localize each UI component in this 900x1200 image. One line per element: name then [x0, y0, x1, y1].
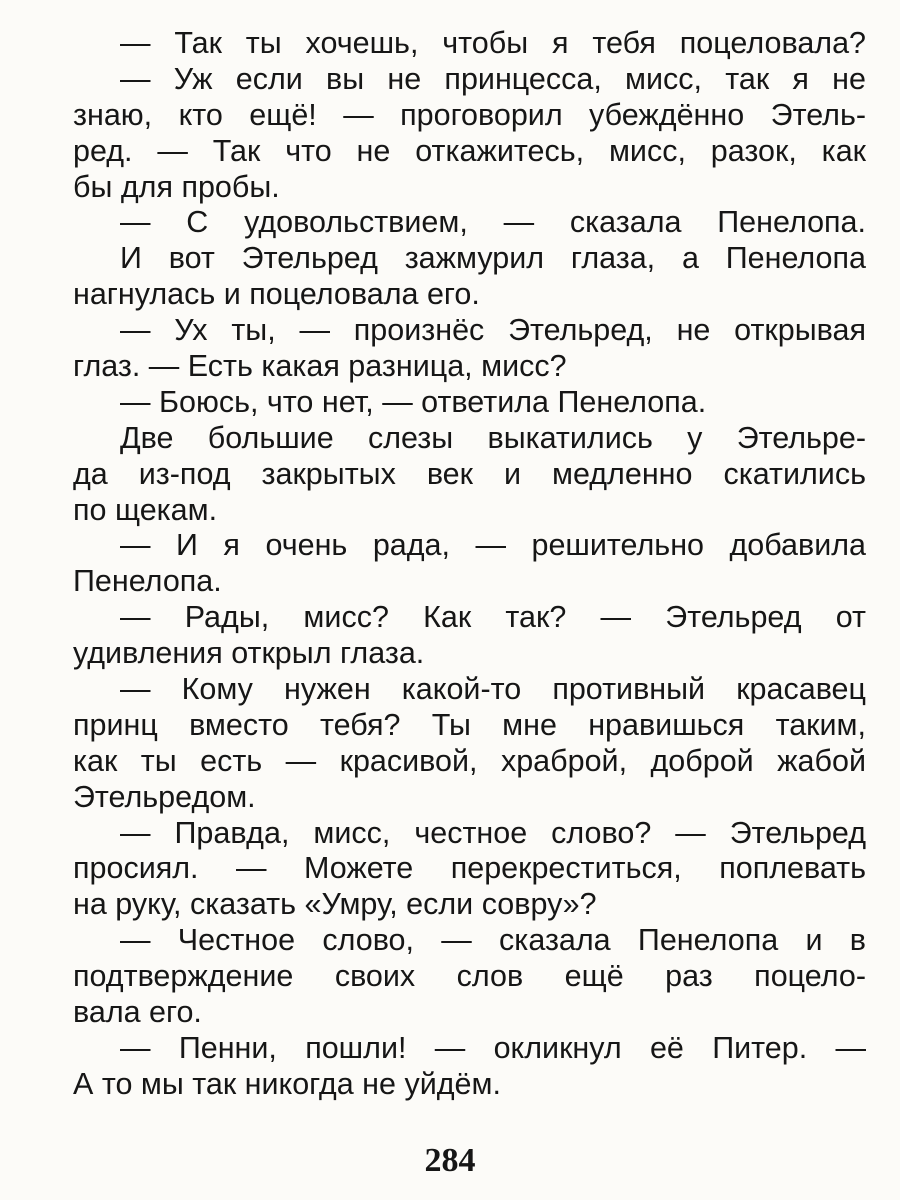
text-line: бы для пробы.	[73, 169, 280, 204]
text-line: Пенелопа.	[73, 564, 222, 599]
text-line: удивления открыл глаза.	[73, 636, 425, 671]
text-line: принц вместо тебя? Ты мне нравишься таким,	[73, 707, 866, 742]
body-text	[73, 26, 866, 1103]
text-line: — Боюсь, что нет, — ответила Пенелопа.	[120, 384, 707, 419]
text-line: знаю, кто ещё! — проговорил убеждённо Этель-	[73, 97, 866, 132]
text-line: просиял. — Можете перекреститься, поплевать	[73, 851, 866, 886]
text-line: — Пенни, пошли! — окликнул её Питер. —	[120, 1030, 866, 1065]
text-line: — Правда, мисс, честное слово? — Этельред	[120, 815, 866, 850]
text-line: да из-под закрытых век и медленно скатились	[73, 456, 866, 491]
text-line: вала его.	[73, 995, 202, 1030]
text-line: нагнулась и поцеловала его.	[73, 277, 480, 312]
text-line: — Кому нужен какой-то противный красавец	[120, 672, 866, 707]
text-line: ред. — Так что не откажитесь, мисс, разок, как	[73, 133, 866, 168]
page-number: 284	[424, 1142, 476, 1179]
text-line: А то мы так никогда не уйдём.	[73, 1066, 501, 1101]
text-line: как ты есть — красивой, храброй, доброй жабой	[73, 743, 866, 778]
text-line: подтверждение своих слов ещё раз поцело-	[73, 959, 866, 994]
text-line: — Ух ты, — произнёс Этельред, не открывая	[120, 313, 866, 348]
text-line: — С удовольствием, — сказала Пенелопа.	[120, 205, 866, 240]
text-line: — Уж если вы не принцесса, мисс, так я не	[120, 61, 866, 96]
text-line: — Честное слово, — сказала Пенелопа и в	[120, 923, 866, 958]
text-line: И вот Этельред зажмурил глаза, а Пенелопа	[120, 241, 866, 276]
text-line: на руку, сказать «Умру, если совру»?	[73, 887, 597, 922]
text-line: по щекам.	[73, 492, 218, 527]
text-line: Этельредом.	[73, 779, 256, 814]
text-line: глаз. — Есть какая разница, мисс?	[73, 349, 567, 384]
text-line: — Рады, мисс? Как так? — Этельред от	[120, 600, 866, 635]
text-line: — Так ты хочешь, чтобы я тебя поцеловала?	[120, 26, 866, 60]
text-line: — И я очень рада, — решительно добавила	[120, 528, 866, 563]
text-line: Две большие слезы выкатились у Этельре-	[120, 420, 866, 455]
